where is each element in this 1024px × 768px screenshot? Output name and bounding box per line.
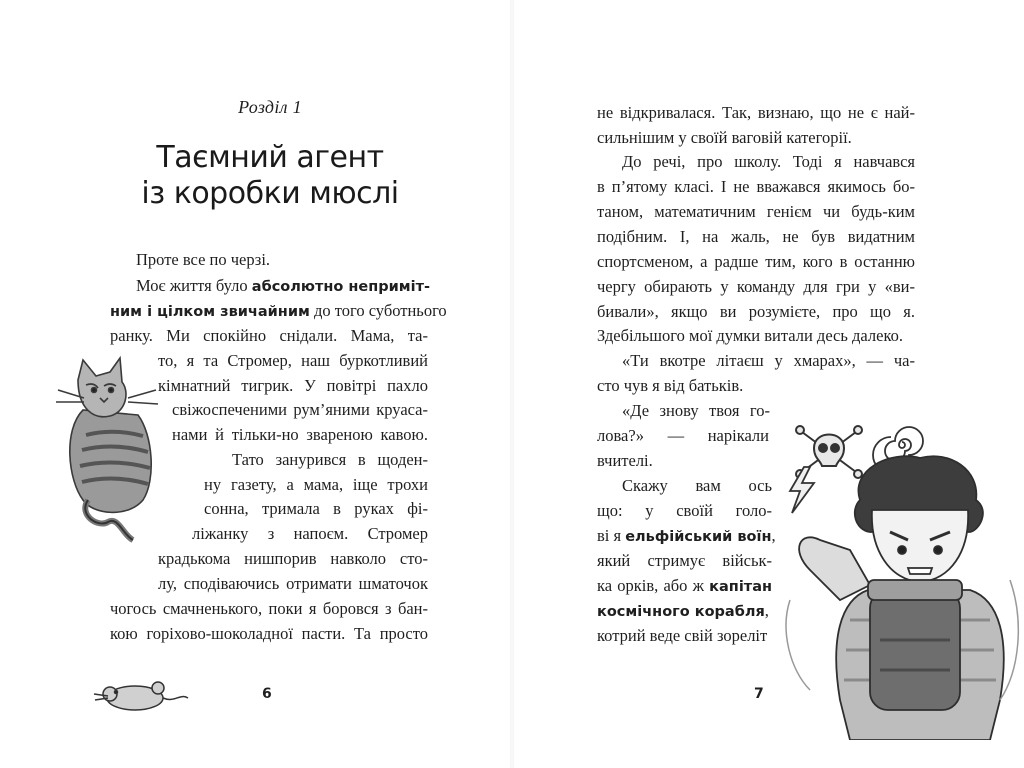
text-line: вчителі.: [597, 451, 653, 470]
page-number-right: 7: [754, 686, 764, 702]
right-page: [512, 0, 1024, 768]
text-line: До речі, про школу. Тоді я навчався: [622, 152, 915, 171]
chapter-title-line: із коробки мюслі: [141, 176, 399, 211]
text-line: Проте все по черзі.: [136, 250, 271, 269]
text-line: лу, сподіваючись отримати шматочок: [158, 574, 428, 593]
chapter-label: Розділ 1: [238, 97, 302, 117]
text-line: ранку. Ми спокійно снідали. Мама, та-: [110, 326, 428, 345]
text-line: подібним. І, на жаль, не був видатним: [597, 227, 915, 246]
mouse-illustration: [80, 668, 190, 718]
text-segment: Моє життя було: [136, 276, 252, 295]
bold-phrase: ельфійський воїн: [625, 529, 772, 545]
chapter-title-line: Таємний агент: [156, 140, 384, 175]
text-line: Тато занурився в щоден-: [232, 450, 428, 469]
text-line: [110, 299, 447, 324]
bold-phrase: капітан: [709, 579, 772, 595]
bold-phrase: ним і цілком звичайним: [110, 304, 310, 320]
text-segment: ,: [771, 526, 776, 545]
text-line: Здебільшого мої думки витали десь далеко.: [597, 326, 904, 345]
text-line: [597, 574, 772, 599]
text-segment: ка орків, або ж: [597, 576, 710, 595]
text-segment: ві я: [597, 526, 626, 545]
text-line: «Ти вкотре літаєш у хмарах», — ча-: [622, 351, 915, 370]
text-line: в п’ятому класі. І не вважався якимось бо-: [597, 177, 915, 196]
bold-phrase: космічного корабля: [597, 604, 765, 620]
bold-phrase: абсолютно неприміт-: [251, 279, 431, 295]
text-line: сонна, тримала в руках фі-: [204, 499, 428, 518]
text-segment: ,: [764, 601, 769, 620]
text-segment: до того суботнього: [309, 301, 447, 320]
text-line: чергу обирають у команду для гри у «ви-: [597, 277, 915, 296]
cat-illustration: [38, 350, 168, 550]
text-line: нами й тільки-но звареною кавою.: [172, 425, 428, 444]
text-line: бивали», якщо ви розумієте, про що я.: [597, 302, 915, 321]
text-line: ну газету, а мама, іще трохи: [204, 475, 428, 494]
chapter-title: [100, 140, 440, 212]
text-line: [597, 524, 776, 549]
text-line: який стримує військ-: [597, 551, 772, 570]
text-line: лова?» — нарікали: [597, 426, 769, 445]
text-line: таном, математичним генієм чи будь-ким: [597, 202, 915, 221]
text-line: крадькома нишпорив навколо сто-: [158, 549, 428, 568]
text-line: Скажу вам ось: [622, 476, 772, 495]
text-line: сильнішим у своїй ваговій категорії.: [597, 128, 852, 147]
text-line: «Де знову твоя го-: [622, 401, 770, 420]
text-line: що: у своїй голо-: [597, 501, 772, 520]
text-line: спортсменом, а радше тим, кого в останню: [597, 252, 915, 271]
text-line: ліжанку з напоєм. Стромер: [192, 524, 428, 543]
text-line: то, я та Стромер, наш буркотливий: [158, 351, 428, 370]
text-line: [136, 274, 431, 299]
text-line: не відкривалася. Так, визнаю, що не є най-: [597, 103, 915, 122]
text-line: кою горіхово-шоколадної пасти. Та просто: [110, 624, 428, 643]
boy-with-jar-illustration: [780, 440, 1024, 740]
page-number-left: 6: [262, 686, 272, 702]
text-line: кімнатний тигрик. У повітрі пахло: [158, 376, 428, 395]
text-line: сто чув я від батьків.: [597, 376, 744, 395]
text-line: свіжоспеченими рум’яними круаса-: [172, 400, 428, 419]
text-line: котрий веде свій зореліт: [597, 626, 768, 645]
text-line: чогось смачненького, поки я боровся з бан-: [110, 599, 428, 618]
text-line: [597, 599, 772, 624]
